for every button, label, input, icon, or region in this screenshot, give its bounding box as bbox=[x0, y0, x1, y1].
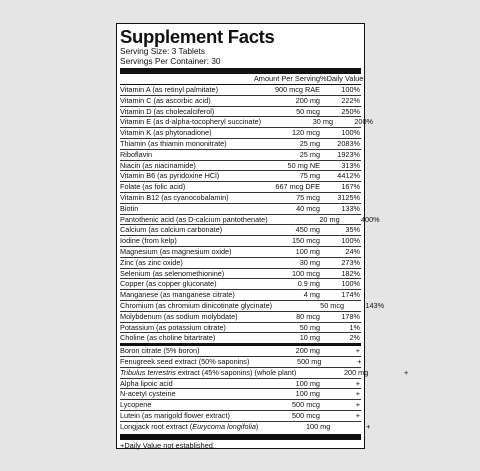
nutrient-name: Selenium (as selenomethionine) bbox=[120, 268, 225, 278]
nutrient-dv: + bbox=[355, 378, 360, 388]
nutrient-amount: 80 mcg bbox=[296, 311, 320, 321]
nutrient-row bbox=[120, 128, 361, 139]
nutrient-row bbox=[120, 107, 361, 118]
nutrient-amount: 75 mg bbox=[299, 171, 320, 181]
nutrient-dv: + bbox=[355, 346, 360, 356]
nutrient-amount: 100 mg bbox=[295, 378, 320, 388]
servings-per-container: Servings Per Container: 30 bbox=[120, 56, 221, 66]
nutrient-name bbox=[120, 368, 296, 378]
nutrient-row bbox=[120, 247, 361, 258]
nutrient-name: Choline (as choline bitartrate) bbox=[120, 333, 216, 343]
nutrient-row bbox=[120, 204, 361, 215]
panel-title: Supplement Facts bbox=[120, 26, 275, 47]
nutrient-amount: 25 mg bbox=[299, 149, 320, 159]
nutrient-name: Chromium (as chromium dinicotinate glycinate) bbox=[120, 300, 273, 310]
nutrient-row bbox=[120, 236, 361, 247]
dv-header: %Daily Value bbox=[320, 74, 364, 83]
nutrient-row bbox=[120, 333, 361, 343]
nutrient-amount: 30 mg bbox=[312, 117, 334, 127]
nutrient-row bbox=[120, 193, 361, 204]
nutrient-dv: 3125% bbox=[337, 192, 360, 202]
nutrient-dv: 273% bbox=[341, 257, 360, 267]
nutrient-amount: 120 mcg bbox=[292, 128, 320, 138]
nutrient-amount: 200 mg bbox=[343, 367, 369, 377]
nutrient-row bbox=[120, 323, 361, 334]
nutrient-name: Iodine (from kelp) bbox=[120, 236, 177, 246]
nutrient-name-italic: Eurycoma longifolia bbox=[192, 421, 256, 431]
nutrient-name: N-acetyl cysteine bbox=[120, 389, 176, 399]
nutrient-row bbox=[120, 379, 361, 390]
nutrient-dv: 1923% bbox=[337, 149, 360, 159]
column-header bbox=[120, 74, 364, 85]
nutrient-dv: 35% bbox=[345, 225, 360, 235]
nutrient-row bbox=[120, 312, 361, 323]
nutrient-name: Manganese (as manganese citrate) bbox=[120, 290, 235, 300]
nutrient-name: Molybdenum (as sodium molybdate) bbox=[120, 311, 238, 321]
nutrient-name bbox=[120, 422, 258, 432]
nutrient-amount: 30 mg bbox=[299, 257, 320, 267]
nutrient-dv: 174% bbox=[341, 290, 360, 300]
nutrient-amount: 10 mg bbox=[299, 333, 320, 343]
nutrient-row bbox=[120, 421, 371, 432]
nutrient-row bbox=[120, 214, 380, 226]
nutrient-dv: 100% bbox=[341, 85, 360, 94]
nutrient-dv: 167% bbox=[341, 182, 360, 192]
nutrient-row bbox=[120, 171, 361, 182]
nutrient-dv: 100% bbox=[341, 279, 360, 289]
nutrient-name: Thiamin (as thiamin mononitrate) bbox=[120, 138, 227, 148]
nutrient-dv: + bbox=[355, 389, 360, 399]
nutrient-row bbox=[120, 182, 361, 193]
nutrient-name: Biotin bbox=[120, 203, 139, 213]
nutrient-amount: 200 mg bbox=[295, 346, 320, 356]
nutrient-amount: 25 mg bbox=[299, 138, 320, 148]
nutrient-dv: + bbox=[366, 421, 371, 431]
nutrient-row bbox=[120, 258, 361, 269]
nutrient-dv: 24% bbox=[345, 246, 360, 256]
serving-size: Serving Size: 3 Tablets bbox=[120, 46, 206, 56]
nutrient-dv: 4412% bbox=[337, 171, 360, 181]
nutrient-row bbox=[120, 117, 374, 128]
nutrient-dv: + bbox=[404, 367, 409, 377]
nutrient-amount: 4 mg bbox=[303, 290, 320, 300]
nutrient-amount: 20 mg bbox=[319, 214, 340, 224]
nutrient-row bbox=[120, 161, 361, 172]
nutrient-dv: 178% bbox=[341, 311, 360, 321]
supplement-facts-panel bbox=[116, 23, 409, 450]
nutrient-dv: 182% bbox=[341, 268, 360, 278]
nutrient-name: Vitamin B12 (as cyanocobalamin) bbox=[120, 192, 229, 202]
nutrient-amount: 150 mcg bbox=[292, 236, 320, 246]
nutrient-row bbox=[120, 389, 361, 400]
nutrient-name-rest: extract (45% saponins) (whole plant) bbox=[175, 367, 297, 377]
nutrient-row bbox=[120, 269, 361, 280]
nutrient-amount: 667 mcg DFE bbox=[275, 182, 320, 192]
nutrient-amount: 40 mcg bbox=[296, 203, 320, 213]
nutrient-dv: 250% bbox=[341, 106, 360, 116]
nutrient-name: Lutein (as marigold flower extract) bbox=[120, 410, 230, 420]
vitamin-list bbox=[120, 85, 385, 343]
nutrient-dv: 143% bbox=[365, 300, 385, 310]
amount-header: Amount Per Serving bbox=[253, 74, 320, 83]
nutrient-row bbox=[120, 357, 361, 368]
nutrient-dv: 400% bbox=[360, 214, 380, 224]
nutrient-name: Lycopene bbox=[120, 400, 152, 410]
nutrient-row bbox=[120, 279, 361, 290]
nutrient-name: Copper (as copper gluconate) bbox=[120, 279, 217, 289]
nutrient-name: Alpha lipoic acid bbox=[120, 378, 173, 388]
nutrient-amount: 100 mg bbox=[305, 421, 331, 431]
nutrient-dv: 133% bbox=[341, 203, 360, 213]
nutrient-amount: 900 mcg RAE bbox=[274, 85, 320, 94]
nutrient-name: Vitamin E (as d-alpha-tocopheryl succinate) bbox=[120, 117, 262, 127]
nutrient-amount: 50 mg bbox=[299, 322, 320, 332]
nutrient-name: Potassium (as potassium citrate) bbox=[120, 322, 226, 332]
nutrient-amount: 100 mg bbox=[295, 389, 320, 399]
nutrient-amount: 75 mcg bbox=[296, 192, 320, 202]
nutrient-dv: 313% bbox=[341, 160, 360, 170]
nutrient-dv: + bbox=[355, 410, 360, 420]
nutrient-amount: 50 mcg bbox=[320, 300, 345, 310]
nutrient-amount: 50 mg NE bbox=[287, 160, 320, 170]
nutrient-name: Riboflavin bbox=[120, 149, 153, 159]
nutrient-dv: 100% bbox=[341, 128, 360, 138]
nutrient-name-prefix: Longjack root extract ( bbox=[120, 421, 193, 431]
nutrient-amount: 450 mg bbox=[295, 225, 320, 235]
nutrient-name-suffix: ) bbox=[255, 421, 259, 431]
nutrient-dv: 2083% bbox=[337, 138, 360, 148]
nutrient-row bbox=[120, 346, 361, 357]
other-ingredients-list bbox=[120, 346, 409, 431]
nutrient-name: Pantothenic acid (as D-calcium pantothenate) bbox=[120, 214, 268, 224]
nutrient-amount: 50 mcg bbox=[296, 106, 320, 116]
bottom-divider bbox=[120, 434, 361, 440]
nutrient-amount: 200 mg bbox=[295, 95, 320, 105]
footnote: +Daily Value not established. bbox=[120, 440, 215, 450]
nutrient-name: Magnesium (as magnesium oxide) bbox=[120, 246, 232, 256]
nutrient-amount: 100 mg bbox=[295, 246, 320, 256]
nutrient-dv: 222% bbox=[341, 95, 360, 105]
nutrient-name: Folate (as folic acid) bbox=[120, 182, 186, 192]
nutrient-name: Vitamin B6 (as pyridoxine HCl) bbox=[120, 171, 220, 181]
nutrient-row bbox=[120, 85, 361, 96]
nutrient-amount: 100 mcg bbox=[292, 268, 320, 278]
nutrient-row bbox=[120, 400, 361, 411]
nutrient-name: Zinc (as zinc oxide) bbox=[120, 257, 183, 267]
nutrient-dv: 2% bbox=[349, 333, 360, 343]
nutrient-dv: 1% bbox=[349, 322, 360, 332]
nutrient-name-italic: Tribulus terrestris bbox=[120, 367, 176, 377]
nutrient-name: Boron citrate (5% boron) bbox=[120, 346, 200, 356]
nutrient-row bbox=[120, 290, 361, 301]
nutrient-amount: 500 mg bbox=[297, 356, 322, 366]
nutrient-name: Fenugreek seed extract (50% saponins) bbox=[120, 356, 250, 366]
nutrient-name: Niacin (as niacinamide) bbox=[120, 160, 196, 170]
nutrient-amount: 0.9 mg bbox=[297, 279, 320, 289]
nutrient-name: Vitamin K (as phytonadione) bbox=[120, 128, 212, 138]
nutrient-dv: + bbox=[357, 356, 362, 366]
nutrient-name: Vitamin D (as cholecalciferol) bbox=[120, 106, 215, 116]
nutrient-dv: 100% bbox=[341, 236, 360, 246]
nutrient-row bbox=[120, 150, 361, 161]
nutrient-amount: 500 mcg bbox=[292, 400, 320, 410]
nutrient-row bbox=[120, 367, 409, 379]
nutrient-row bbox=[120, 225, 361, 236]
nutrient-name: Calcium (as calcium carbonate) bbox=[120, 225, 223, 235]
nutrient-row bbox=[120, 96, 361, 107]
nutrient-dv: 200% bbox=[354, 117, 374, 127]
nutrient-row bbox=[120, 411, 361, 422]
nutrient-amount: 500 mcg bbox=[292, 410, 320, 420]
nutrient-name: Vitamin A (as retinyl palmitate) bbox=[120, 85, 219, 94]
nutrient-dv: + bbox=[355, 400, 360, 410]
nutrient-row bbox=[120, 139, 361, 150]
nutrient-name: Vitamin C (as ascorbic acid) bbox=[120, 95, 211, 105]
nutrient-row bbox=[120, 300, 385, 312]
